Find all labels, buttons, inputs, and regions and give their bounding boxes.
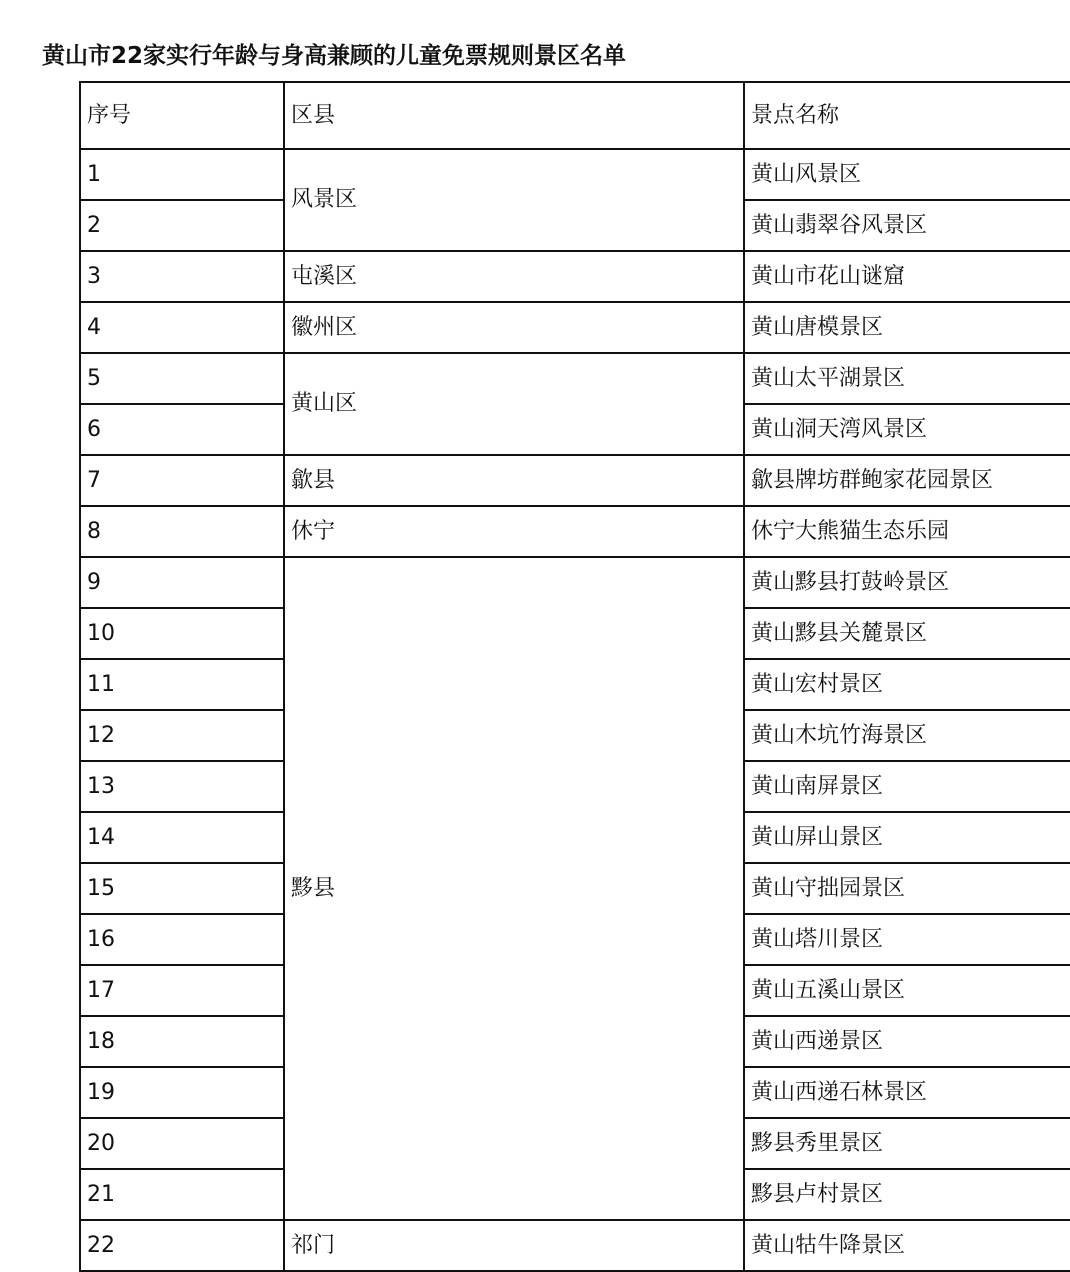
cell-number: 17	[80, 965, 284, 1016]
cell-number: 4	[80, 302, 284, 353]
cell-spot-name: 黄山屏山景区	[744, 812, 1070, 863]
cell-number: 2	[80, 200, 284, 251]
cell-number: 11	[80, 659, 284, 710]
cell-spot-name: 黄山西递石林景区	[744, 1067, 1070, 1118]
table-row	[80, 302, 1070, 353]
table-row	[80, 251, 1070, 302]
cell-spot-name: 黟县秀里景区	[744, 1118, 1070, 1169]
cell-number: 19	[80, 1067, 284, 1118]
cell-number: 13	[80, 761, 284, 812]
cell-spot-name: 黄山西递景区	[744, 1016, 1070, 1067]
cell-number: 8	[80, 506, 284, 557]
cell-number: 15	[80, 863, 284, 914]
cell-spot-name: 歙县牌坊群鲍家花园景区	[744, 455, 1070, 506]
cell-number: 7	[80, 455, 284, 506]
cell-number: 10	[80, 608, 284, 659]
cell-number: 5	[80, 353, 284, 404]
cell-spot-name: 黄山太平湖景区	[744, 353, 1070, 404]
cell-spot-name: 黄山市花山谜窟	[744, 251, 1070, 302]
cell-district: 风景区	[284, 149, 744, 251]
cell-spot-name: 黄山唐模景区	[744, 302, 1070, 353]
cell-spot-name: 休宁大熊猫生态乐园	[744, 506, 1070, 557]
cell-spot-name: 黄山牯牛降景区	[744, 1220, 1070, 1271]
header-cell-spot-name: 景点名称	[744, 82, 1070, 149]
cell-spot-name: 黄山翡翠谷风景区	[744, 200, 1070, 251]
cell-district: 黟县	[284, 557, 744, 1220]
page-title: 黄山市22家实行年龄与身高兼顾的儿童免票规则景区名单	[42, 43, 627, 69]
cell-district: 祁门	[284, 1220, 744, 1271]
table-row	[80, 149, 1070, 200]
cell-spot-name: 黄山黟县打鼓岭景区	[744, 557, 1070, 608]
cell-district: 歙县	[284, 455, 744, 506]
cell-spot-name: 黟县卢村景区	[744, 1169, 1070, 1220]
scenic-spot-table	[79, 81, 1070, 1272]
cell-number: 21	[80, 1169, 284, 1220]
cell-district: 休宁	[284, 506, 744, 557]
cell-spot-name: 黄山木坑竹海景区	[744, 710, 1070, 761]
table-row	[80, 455, 1070, 506]
cell-spot-name: 黄山五溪山景区	[744, 965, 1070, 1016]
cell-number: 3	[80, 251, 284, 302]
cell-number: 9	[80, 557, 284, 608]
cell-spot-name: 黄山洞天湾风景区	[744, 404, 1070, 455]
header-cell-district: 区县	[284, 82, 744, 149]
cell-number: 14	[80, 812, 284, 863]
table-row	[80, 506, 1070, 557]
cell-spot-name: 黄山黟县关麓景区	[744, 608, 1070, 659]
cell-spot-name: 黄山宏村景区	[744, 659, 1070, 710]
cell-number: 6	[80, 404, 284, 455]
cell-number: 18	[80, 1016, 284, 1067]
cell-number: 16	[80, 914, 284, 965]
table-row	[80, 353, 1070, 404]
cell-number: 1	[80, 149, 284, 200]
table-row	[80, 557, 1070, 608]
cell-district: 黄山区	[284, 353, 744, 455]
cell-spot-name: 黄山风景区	[744, 149, 1070, 200]
table-body	[80, 82, 1070, 1271]
table-row	[80, 1220, 1070, 1271]
cell-spot-name: 黄山塔川景区	[744, 914, 1070, 965]
cell-spot-name: 黄山守拙园景区	[744, 863, 1070, 914]
cell-spot-name: 黄山南屏景区	[744, 761, 1070, 812]
cell-district: 徽州区	[284, 302, 744, 353]
cell-number: 22	[80, 1220, 284, 1271]
cell-number: 12	[80, 710, 284, 761]
table-header-row	[80, 82, 1070, 149]
cell-district: 屯溪区	[284, 251, 744, 302]
cell-number: 20	[80, 1118, 284, 1169]
header-cell-number: 序号	[80, 82, 284, 149]
